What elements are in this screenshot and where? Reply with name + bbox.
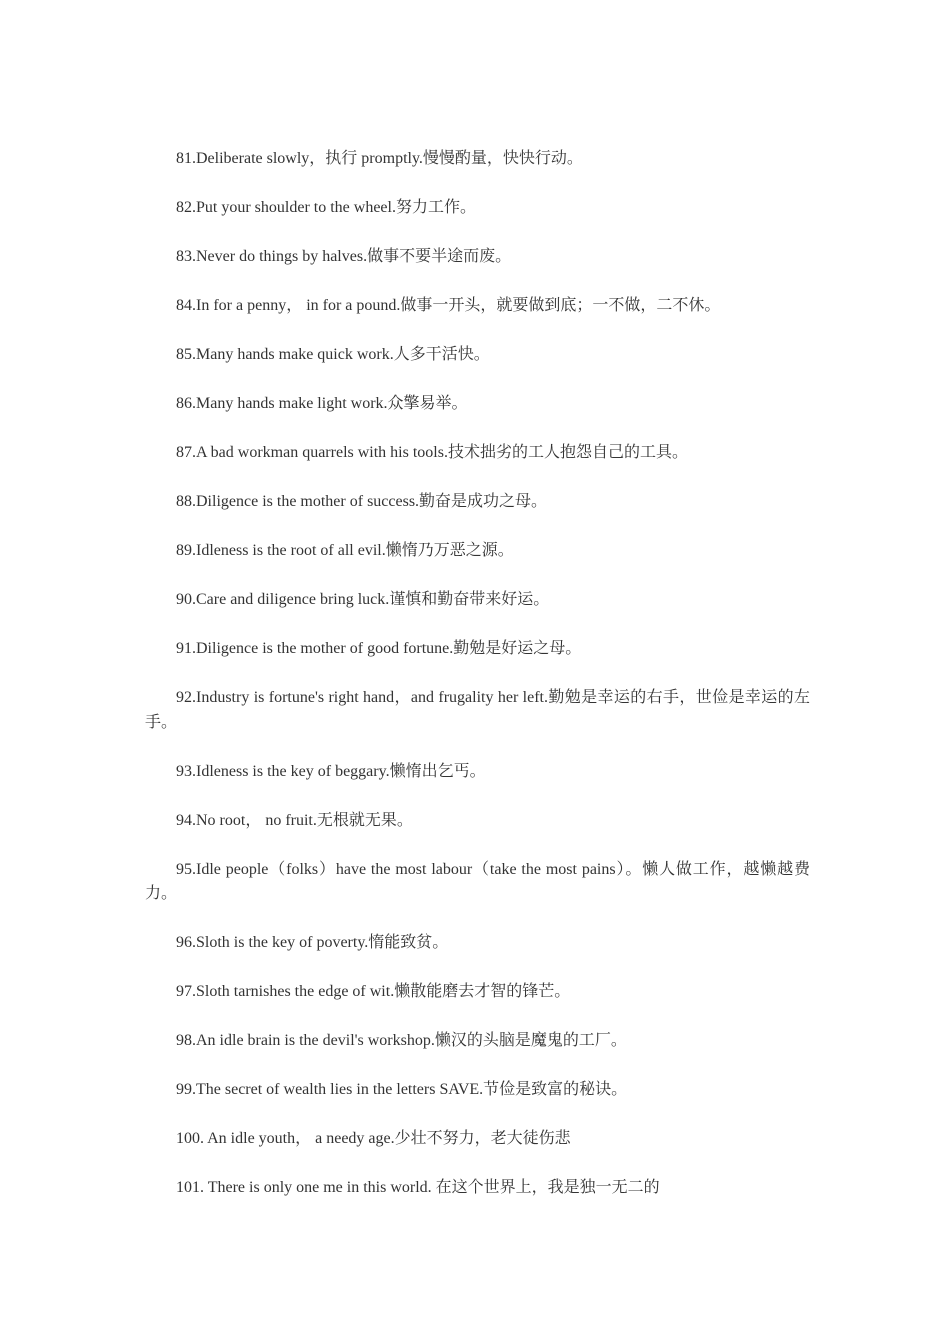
proverb-90: 90.Care and diligence bring luck.谨慎和勤奋带来好运。 (176, 591, 550, 608)
proverb-89: 89.Idleness is the root of all evil.懒惰乃万恶之源。 (176, 542, 514, 559)
proverb-82: 82.Put your shoulder to the wheel.努力工作。 (176, 199, 476, 216)
proverb-86: 86.Many hands make light work.众擎易举。 (176, 395, 468, 412)
proverb-83: 83.Never do things by halves.做事不要半途而废。 (176, 248, 512, 265)
proverb-81: 81.Deliberate slowly，执行 promptly.慢慢酌量，快快行动。 (176, 150, 583, 167)
proverb-87: 87.A bad workman quarrels with his tools.技术拙劣的工人抱怨自己的工具。 (176, 444, 688, 461)
proverb-98: 98.An idle brain is the devil's workshop.懒汉的头脑是魔鬼的工厂。 (176, 1032, 627, 1049)
proverb-97: 97.Sloth tarnishes the edge of wit.懒散能磨去才智的锋芒。 (176, 983, 571, 1000)
proverb-85: 85.Many hands make quick work.人多干活快。 (176, 346, 490, 363)
proverb-99: 99.The secret of wealth lies in the letters SAVE.节俭是致富的秘诀。 (176, 1081, 628, 1098)
proverb-93: 93.Idleness is the key of beggary.懒惰出乞丐。 (176, 762, 486, 780)
proverb-84: 84.In for a penny， in for a pound.做事一开头，就要做到底；一不做，二不休。 (176, 297, 721, 314)
proverb-list (145, 147, 810, 1225)
proverb-88: 88.Diligence is the mother of success.勤奋是成功之母。 (176, 493, 548, 510)
proverb-95: 95.Idle people（folks）have the most labour（take the most pains）。懒人做工作，越懒越费力。 (145, 860, 810, 902)
proverb-100: 100. An idle youth， a needy age.少壮不努力，老大徒伤悲 (176, 1130, 571, 1147)
proverb-101: 101. There is only one me in this world. 在这个世界上，我是独一无二的 (176, 1179, 660, 1196)
proverb-92: 92.Industry is fortune's right hand，and frugality her left.勤勉是幸运的右手，世俭是幸运的左手。 (145, 689, 810, 731)
proverb-96: 96.Sloth is the key of poverty.惰能致贫。 (176, 934, 449, 951)
proverb-94: 94.No root， no fruit.无根就无果。 (176, 811, 413, 829)
proverb-91: 91.Diligence is the mother of good fortune.勤勉是好运之母。 (176, 640, 582, 657)
